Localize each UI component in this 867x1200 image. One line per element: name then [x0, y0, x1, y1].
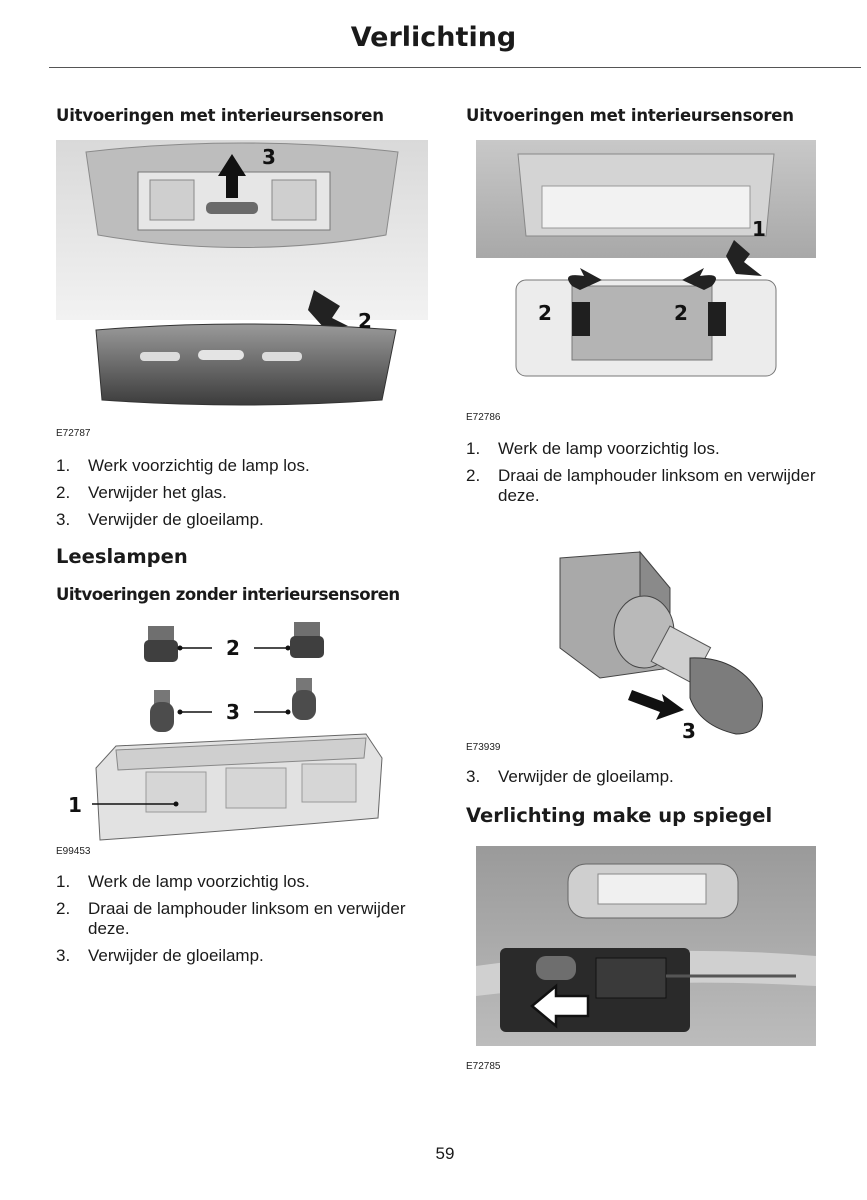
page-number: 59: [435, 1144, 455, 1163]
list-item: 1. Werk voorzichtig de lamp los.: [56, 456, 310, 475]
subheading-with-sensors-right: Uitvoeringen met interieursensoren: [466, 106, 794, 125]
steps-list-3: [466, 439, 818, 513]
callout-1-left: 1: [68, 793, 82, 817]
callout-3-left: 3: [226, 700, 240, 724]
list-item: 3. Verwijder de gloeilamp.: [56, 946, 264, 965]
list-item: 2. Draai de lamphouder linksom en verwijder deze.: [56, 899, 406, 938]
illustration-reading-lamp-parts: [56, 618, 428, 848]
figure-code: E73939: [466, 742, 501, 753]
illustration-lamp-holder-removal: [476, 140, 816, 396]
figure-code: E99453: [56, 846, 91, 857]
steps-list-1: [56, 456, 428, 537]
list-item: 2. Verwijder het glas.: [56, 483, 227, 502]
illustration-bulb-removal: [540, 548, 790, 744]
title-divider: [49, 67, 861, 68]
figure-e72785: [476, 846, 816, 1046]
figure-code: E72785: [466, 1061, 501, 1072]
list-item: 1. Werk de lamp voorzichtig los.: [466, 439, 720, 458]
callout-1-right: 1: [752, 217, 766, 241]
list-item: 2. Draai de lamphouder linksom en verwijder deze.: [466, 466, 816, 505]
section-heading-makeup-mirror: Verlichting make up spiegel: [466, 804, 773, 827]
figure-code: E72786: [466, 412, 501, 423]
figure-e72787: [56, 140, 428, 412]
section-heading-reading-lamps: Leeslampen: [56, 545, 188, 568]
steps-list-4: [466, 767, 818, 794]
page-title: Verlichting: [350, 22, 517, 53]
callout-2-right-a: 2: [538, 301, 552, 325]
steps-list-2: [56, 872, 428, 973]
callout-2: 2: [358, 309, 372, 333]
figure-e99453: [56, 618, 428, 848]
illustration-mirror-lamp: [476, 846, 816, 1046]
illustration-courtesy-lamp-removal: [56, 140, 428, 412]
subheading-with-sensors-left: Uitvoeringen met interieursensoren: [56, 106, 384, 125]
figure-e72786: [476, 140, 816, 396]
callout-2-left: 2: [226, 636, 240, 660]
list-item: 3. Verwijder de gloeilamp.: [56, 510, 264, 529]
subheading-without-sensors: Uitvoeringen zonder interieursensoren: [56, 585, 400, 604]
callout-3: 3: [262, 145, 276, 169]
figure-code: E72787: [56, 428, 91, 439]
callout-3-right: 3: [682, 719, 696, 743]
list-item: 3. Verwijder de gloeilamp.: [466, 767, 674, 786]
callout-2-right-b: 2: [674, 301, 688, 325]
list-item: 1. Werk de lamp voorzichtig los.: [56, 872, 310, 891]
figure-e73939: [540, 548, 790, 744]
